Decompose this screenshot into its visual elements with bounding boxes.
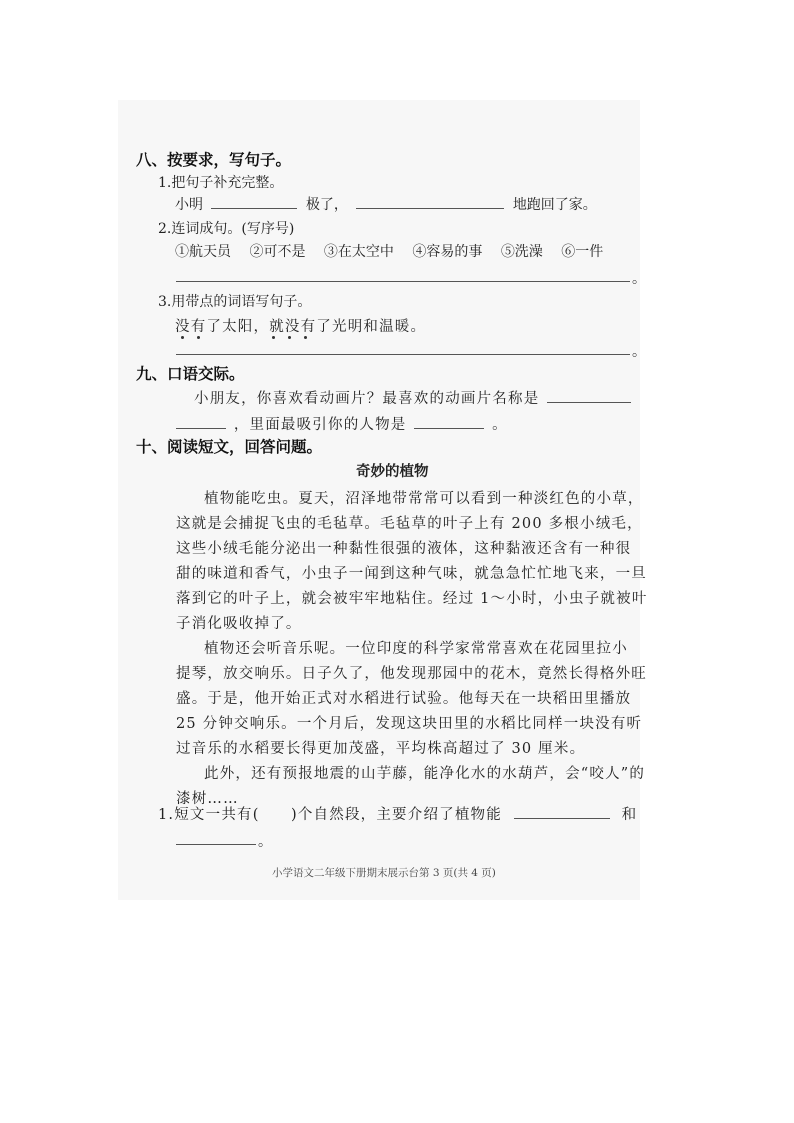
reading-end-mark: 。: [258, 834, 272, 850]
passage-line: 过音乐的水稻要长得更加茂盛，平均株高超过了 30 厘米。: [176, 741, 586, 757]
passage-title: 奇妙的植物: [356, 464, 429, 480]
emphasis-dot: [181, 336, 184, 339]
reading-question-1-and: 和: [621, 807, 638, 823]
q1-sentence: [175, 194, 597, 214]
section9-end-mark: 。: [492, 417, 508, 433]
passage-line: 这就是会捕捉飞虫的毛毡草。毛毡草的叶子上有 200 多根小绒毛，: [176, 516, 643, 532]
section9-heading: 九、口语交际。: [136, 365, 245, 383]
q1-blank-2[interactable]: [356, 194, 504, 209]
reading-answer-blank-1[interactable]: [514, 804, 610, 819]
q2-option: ⑥一件: [561, 244, 604, 260]
section9-line2-text: ，里面最吸引你的人物是: [233, 417, 407, 433]
q1-part2: 极了，: [305, 197, 348, 213]
q2-option: ②可不是: [249, 244, 306, 260]
section8-heading: 八、按要求，写句子。: [136, 151, 292, 169]
cartoon-name-blank-cont[interactable]: [176, 414, 226, 429]
passage-line: 此外，还有预报地震的山芋藤，能净化水的水葫芦，会“咬人”的: [204, 766, 646, 782]
q1-blank-1[interactable]: [211, 194, 297, 209]
passage-line: 25 分钟交响乐。一个月后，发现这块田里的水稻比同样一块没有听: [176, 716, 643, 732]
character-blank[interactable]: [414, 414, 484, 429]
q3-answer-line[interactable]: [176, 354, 630, 355]
q2-option: ③在太空中: [323, 244, 394, 260]
emphasis-dot: [288, 336, 291, 339]
emphasis-dot: [304, 336, 307, 339]
q1-part3: 地跑回了家。: [512, 197, 597, 213]
q2-option: ⑤洗澡: [500, 244, 543, 260]
q2-options: [175, 241, 603, 261]
q2-option: ④容易的事: [412, 244, 483, 260]
q1-part1: 小明: [175, 197, 203, 213]
emphasis-dot: [197, 336, 200, 339]
section9-line2: [176, 413, 508, 434]
reading-question-1: [158, 803, 637, 824]
passage-line: 子消化吸收掉了。: [176, 616, 302, 632]
passage-line: 这些小绒毛能分泌出一种黏性很强的液体，这种黏液还含有一种很: [176, 541, 632, 557]
emphasis-dot: [272, 336, 275, 339]
q2-label: 2.连词成句。(写序号): [158, 221, 295, 237]
q3-label: 3.用带点的词语写句子。: [158, 294, 312, 310]
passage-line: 落到它的叶子上，就会被牢牢地粘住。经过 1～小时，小虫子就被叶: [176, 591, 648, 607]
reading-answer-blank-2[interactable]: [176, 844, 256, 845]
passage-line: 植物还会听音乐呢。一位印度的科学家常常喜欢在花园里拉小: [204, 641, 628, 657]
passage-line: 提琴，放交响乐。日子久了，他发现那园中的花木，竟然长得格外旺: [176, 666, 647, 682]
q2-option: ①航天员: [175, 244, 231, 260]
cartoon-name-blank[interactable]: [547, 388, 631, 403]
q2-answer-line[interactable]: [176, 281, 630, 282]
page-footer: 小学语文二年级下册期末展示台第 3 页(共 4 页): [272, 867, 496, 879]
q3-sentence: 没有了太阳，就没有了光明和温暖。: [175, 319, 427, 335]
q2-end-mark: 。: [632, 271, 646, 287]
passage-line: 盛。于是，他开始正式对水稻进行试验。他每天在一块稻田里播放: [176, 691, 632, 707]
passage-line: 甜的味道和香气，小虫子一闻到这种气味，就急急忙忙地飞来，一旦: [176, 566, 647, 582]
q1-label: 1.把句子补充完整。: [158, 175, 284, 191]
section9-line1-text: 小朋友，你喜欢看动画片？最喜欢的动画片名称是: [194, 391, 540, 407]
passage-line: 植物能吃虫。夏天，沼泽地带常常可以看到一种淡红色的小草，: [204, 491, 644, 507]
passage-line: 漆树……: [176, 791, 239, 807]
section9-line1: [194, 387, 631, 408]
q3-end-mark: 。: [632, 344, 646, 360]
section10-heading: 十、阅读短文，回答问题。: [136, 438, 323, 456]
reading-question-1-text: 1.短文一共有( )个自然段，主要介绍了植物能: [158, 807, 502, 823]
